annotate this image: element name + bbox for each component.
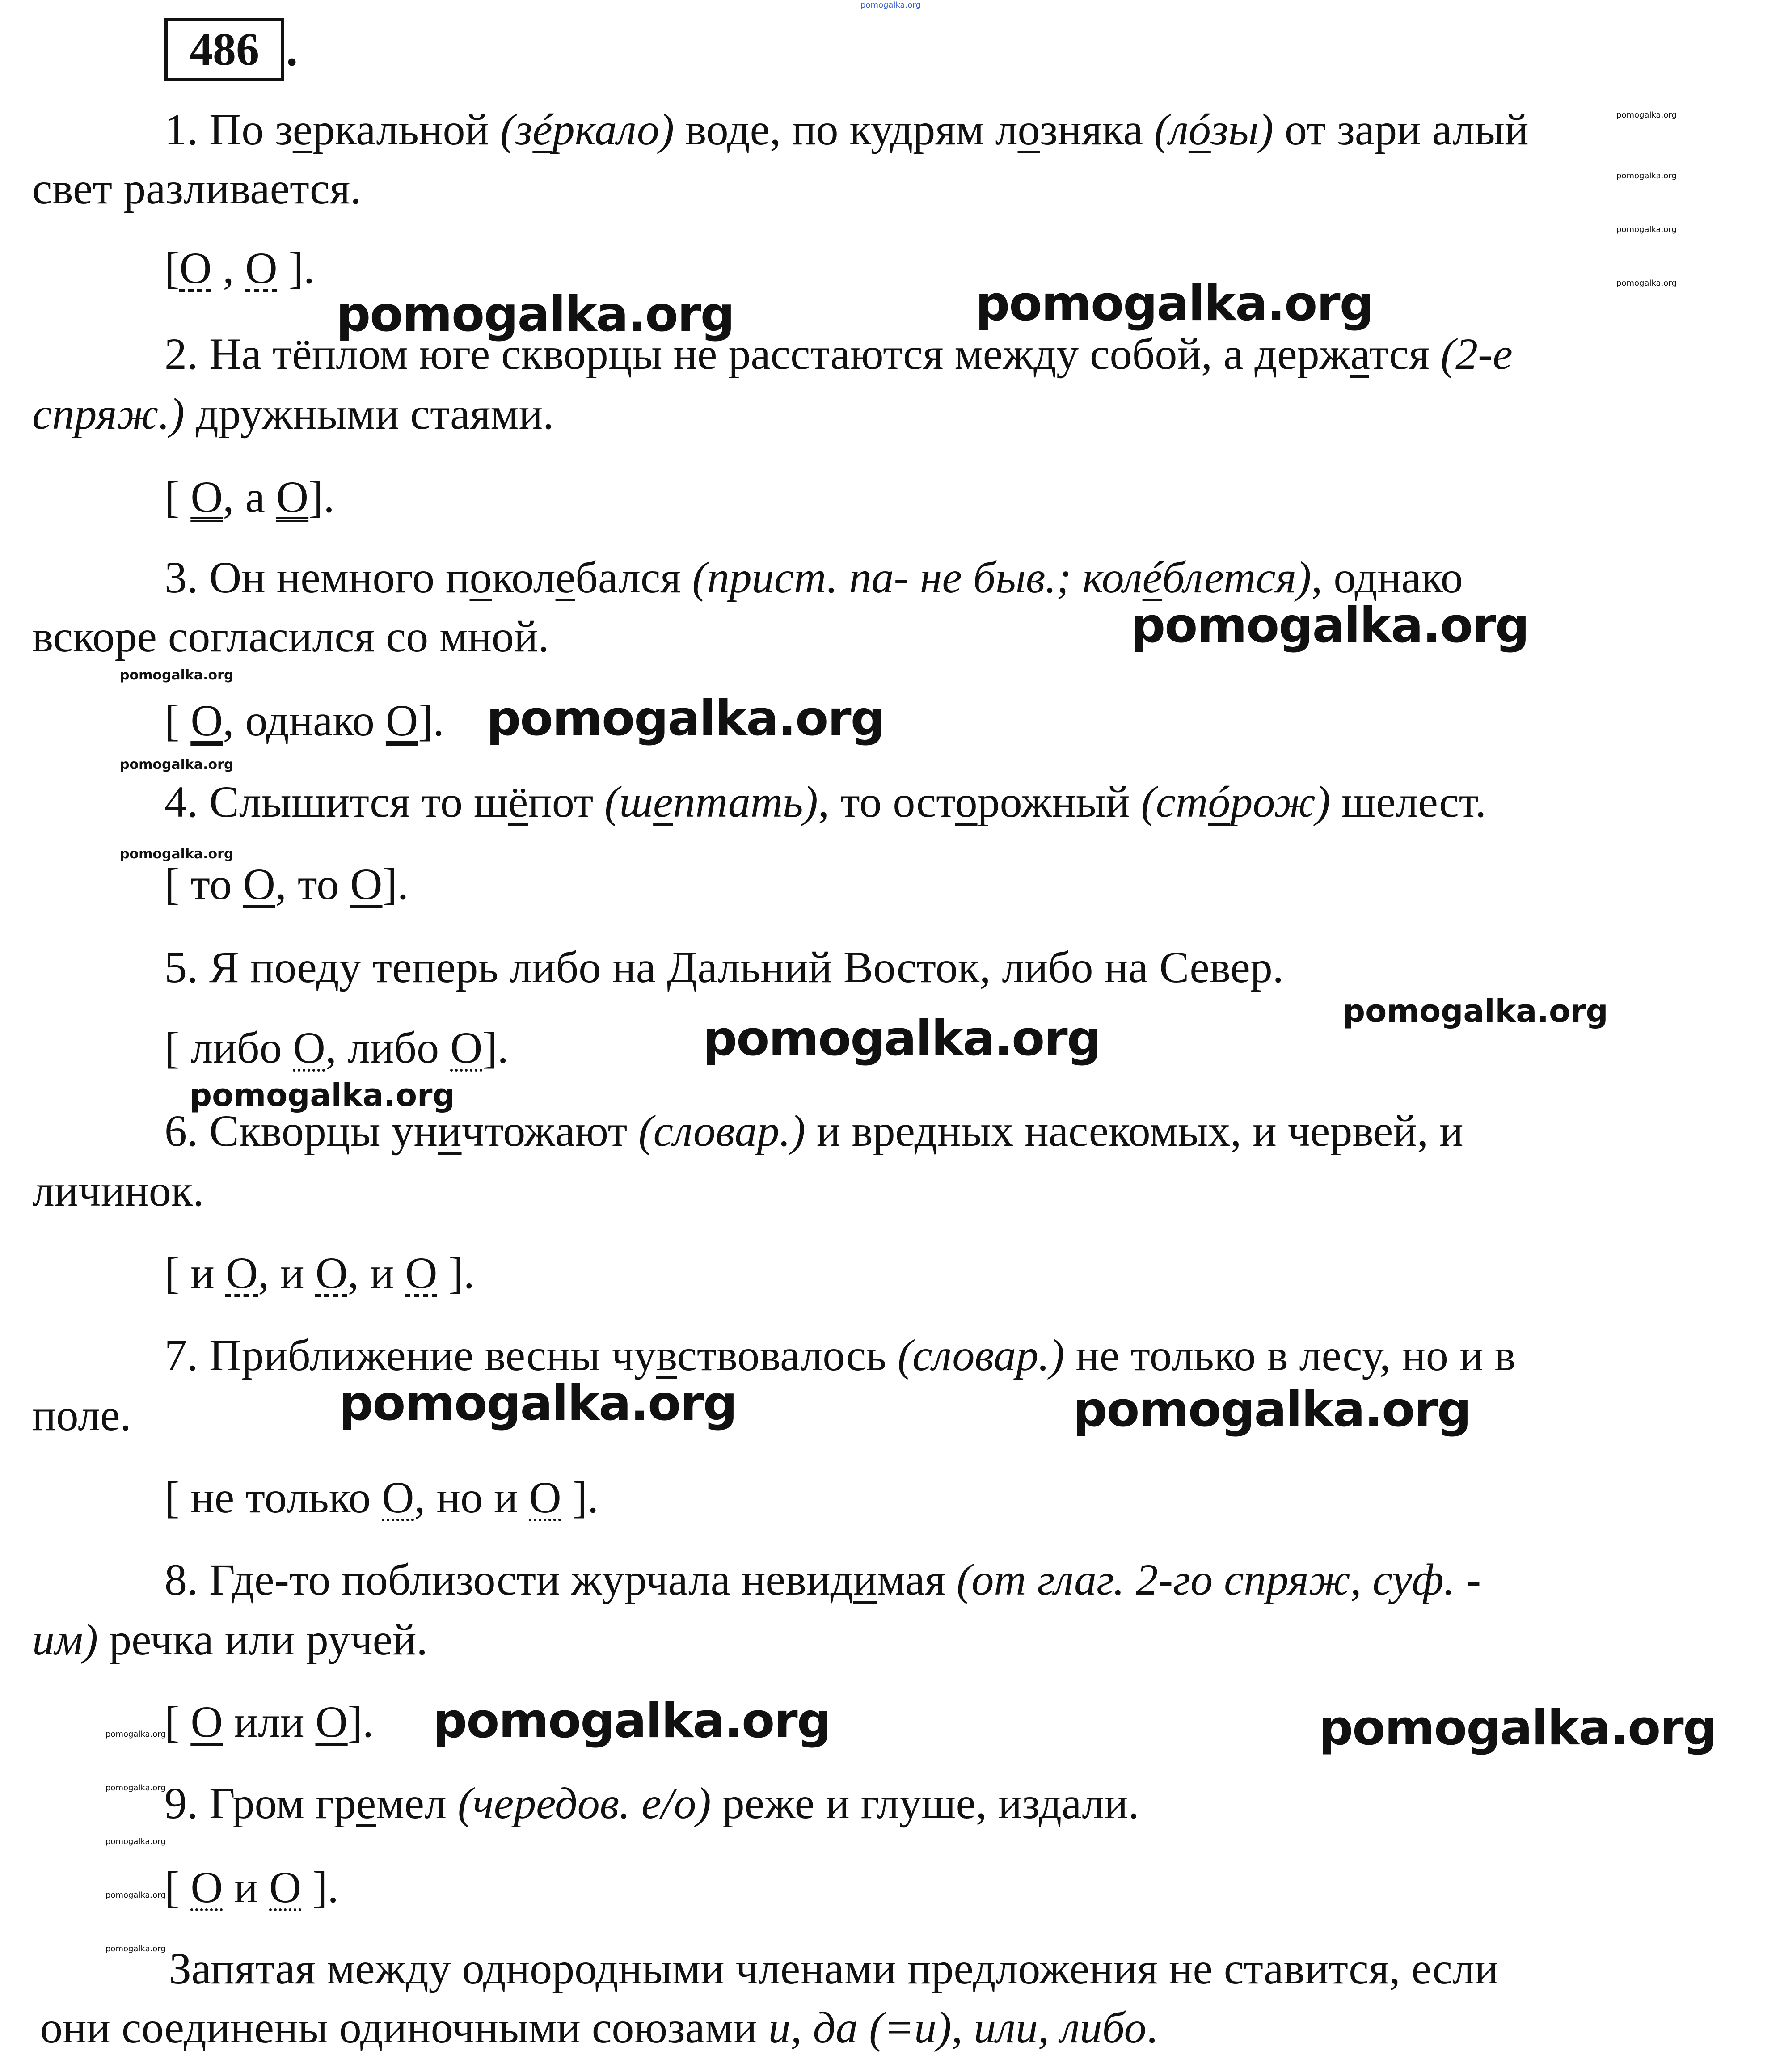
watermark-small: pomogalka.org xyxy=(120,846,234,862)
sentence-7-line-2: поле. xyxy=(32,1390,131,1440)
watermark-tiny: pomogalka.org xyxy=(105,1944,166,1954)
watermark-tiny: pomogalka.org xyxy=(1616,279,1677,288)
watermark-medium: pomogalka.org xyxy=(190,1077,455,1114)
watermark-large: pomogalka.org xyxy=(1131,598,1529,654)
watermark-tiny: pomogalka.org xyxy=(105,1891,166,1900)
watermark-medium: pomogalka.org xyxy=(1343,993,1608,1030)
watermark-large: pomogalka.org xyxy=(1073,1382,1471,1438)
sentence-8-line-2: им) речка или ручей. xyxy=(32,1615,428,1664)
watermark-tiny: pomogalka.org xyxy=(1616,110,1677,120)
watermark-large: pomogalka.org xyxy=(703,1011,1101,1067)
sentence-8-scheme: [ О или О]. xyxy=(164,1697,374,1747)
watermark-small: pomogalka.org xyxy=(120,757,234,772)
sentence-7-line-1: 7. Приближение весны чувствовалось (словар.) не только в лесу, но и в xyxy=(164,1330,1516,1380)
watermark-large: pomogalka.org xyxy=(1319,1700,1717,1756)
watermark-large: pomogalka.org xyxy=(486,691,884,747)
watermark-tiny: pomogalka.org xyxy=(1616,171,1677,181)
sentence-5-scheme: [ либо О, либо О]. xyxy=(164,1023,509,1072)
sentence-1-line-2: свет разливается. xyxy=(32,164,362,213)
sentence-2-line-2: спряж.) дружными стаями. xyxy=(32,389,554,439)
sentence-2-scheme: [ О, а О]. xyxy=(164,472,335,522)
sentence-4-line-1: 4. Слышится то шёпот (шептать), то осторожный (стóрож) шелест. xyxy=(164,777,1486,827)
watermark-large: pomogalka.org xyxy=(336,287,734,342)
watermark-large: pomogalka.org xyxy=(339,1376,737,1431)
sentence-4-scheme: [ то О, то О]. xyxy=(164,859,409,909)
sentence-6-line-1: 6. Скворцы уничтожают (словар.) и вредных насекомых, и червей, и xyxy=(164,1106,1463,1156)
sentence-2-line-1: 2. На тёплом юге скворцы не расстаются между собой, а держатся (2-е xyxy=(164,329,1513,379)
rule-line-1: Запятая между однородными членами предложения не ставится, если xyxy=(169,1944,1499,1993)
exercise-number-dot: . xyxy=(286,24,298,76)
sentence-6-line-2: личинок. xyxy=(32,1166,204,1215)
sentence-1-scheme: [О , О ]. xyxy=(164,243,315,293)
sentence-3-line-1: 3. Он немного поколебался (прист. па- не быв.; колéблется), однако xyxy=(164,553,1463,602)
sentence-6-scheme: [ и О, и О, и О ]. xyxy=(164,1248,475,1298)
watermark-tiny: pomogalka.org xyxy=(1616,225,1677,234)
watermark-top: pomogalka.org xyxy=(860,0,921,10)
sentence-3-line-2: вскоре согласился со мной. xyxy=(32,612,549,661)
watermark-tiny: pomogalka.org xyxy=(105,1837,166,1846)
sentence-9-scheme: [ О и О ]. xyxy=(164,1862,339,1912)
sentence-8-line-1: 8. Где-то поблизости журчала невидимая (от глаг. 2-го спряж, суф. - xyxy=(164,1555,1481,1604)
watermark-large: pomogalka.org xyxy=(433,1693,831,1749)
sentence-1-line-1: 1. По зеркальной (зéркало) воде, по кудрям лозняка (лóзы) от зари алый xyxy=(164,105,1529,154)
exercise-number: 486 xyxy=(164,18,284,81)
watermark-tiny: pomogalka.org xyxy=(105,1783,166,1793)
rule-line-2: они соединены одиночными союзами и, да (=и), или, либо. xyxy=(40,2003,1158,2052)
watermark-large: pomogalka.org xyxy=(975,276,1373,332)
sentence-9-line-1: 9. Гром гремел (чередов. е/о) реже и глуше, издали. xyxy=(164,1778,1139,1828)
sentence-3-scheme: [ О, однако О]. xyxy=(164,696,444,745)
sentence-5-line-1: 5. Я поеду теперь либо на Дальний Восток, либо на Север. xyxy=(164,942,1284,992)
watermark-tiny: pomogalka.org xyxy=(105,1730,166,1739)
watermark-small: pomogalka.org xyxy=(120,667,234,683)
sentence-7-scheme: [ не только О, но и О ]. xyxy=(164,1473,599,1522)
